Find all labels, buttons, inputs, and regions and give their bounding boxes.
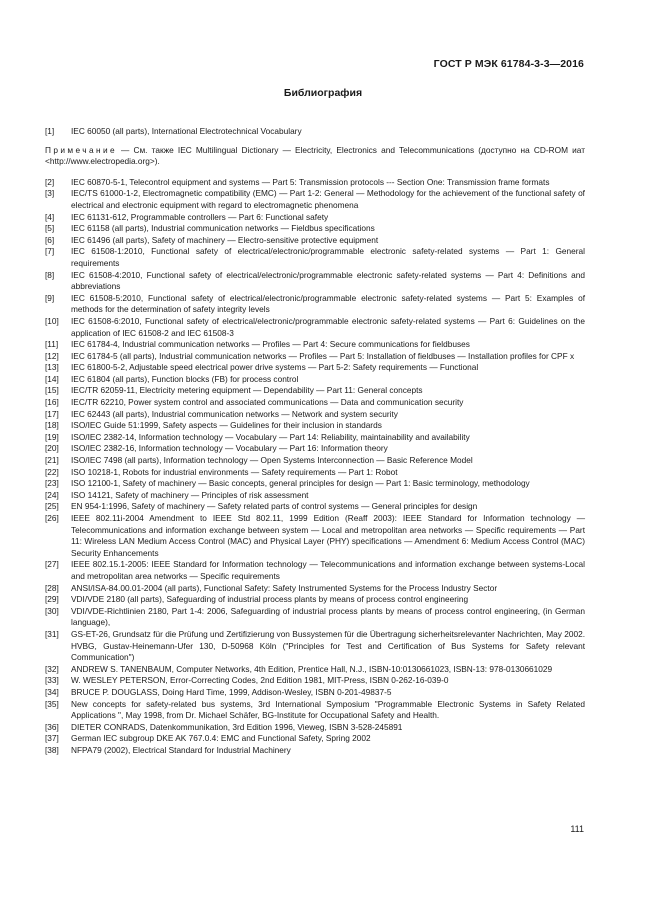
bibliography-item bbox=[45, 722, 585, 734]
item-text: IEEE 802.15.1-2005: IEEE Standard for Information technology — Telecommunications and information exchange between systems-Local and metropolitan area networks — Specific requirements bbox=[71, 559, 585, 581]
standard-id: ГОСТ Р МЭК 61784-3-3—2016 bbox=[433, 58, 584, 70]
item-number: [33] bbox=[45, 675, 59, 686]
item-number: [2] bbox=[45, 176, 55, 187]
item-number: [9] bbox=[45, 292, 55, 303]
bibliography-item bbox=[45, 606, 585, 629]
item-number: [7] bbox=[45, 246, 55, 257]
bibliography-item bbox=[45, 687, 585, 699]
item-text: VDI/VDE 2180 (all parts), Safeguarding of industrial process plants by means of process control engineering bbox=[71, 594, 469, 605]
item-number: [22] bbox=[45, 466, 59, 477]
item-text: VDI/VDE-Richtlinien 2180, Part 1-4: 2006, Safeguarding of industrial process plants by means of process control engineering, (in German language), bbox=[71, 605, 585, 628]
item-number: [11] bbox=[45, 339, 59, 350]
bibliography-item bbox=[45, 339, 585, 351]
item-text: IEC 61131-612, Programmable controllers — Part 6: Functional safety bbox=[71, 211, 329, 222]
bibliography bbox=[45, 126, 585, 756]
item-number: [15] bbox=[45, 385, 59, 396]
item-text: IEC 61496 (all parts), Safety of machinery — Electro-sensitive protective equipment bbox=[71, 234, 379, 245]
item-text: IEC/TR 62059-11, Electricity metering equipment — Dependability — Part 11: General concepts bbox=[71, 385, 423, 396]
item-number: [13] bbox=[45, 362, 59, 373]
bibliography-item bbox=[45, 513, 585, 559]
item-text: ISO 14121, Safety of machinery — Principles of risk assessment bbox=[71, 489, 309, 500]
bibliography-item bbox=[45, 351, 585, 363]
item-text: IEC 61508-4:2010, Functional safety of electrical/electronic/programmable electronic safety-related systems — Part 4: Definitions and abbreviations bbox=[71, 269, 585, 292]
item-text: ISO/IEC 2382-16, Information technology — Vocabulary — Part 16: Information theory bbox=[71, 443, 388, 454]
item-number: [17] bbox=[45, 408, 59, 419]
item-number: [8] bbox=[45, 269, 55, 280]
bibliography-item bbox=[45, 559, 585, 582]
bibliography-item bbox=[45, 212, 585, 224]
item-number: [27] bbox=[45, 559, 59, 570]
item-number: [28] bbox=[45, 582, 59, 593]
item-number: [37] bbox=[45, 733, 59, 744]
bibliography-item bbox=[45, 409, 585, 421]
item-text: IEEE 802.11i-2004 Amendment to IEEE Std 802.11, 1999 Edition (Reaff 2003): IEEE Standard for Information technology — Telecommunications and information exchange between system — Local and metropolitan area networks — Specific requirements — Part 11: Wireless LAN Medium Access Control (MAC) and Physical Layer (PHY) specifications — Amendment 6: Medium Access Control (MAC) Security Enhancements bbox=[71, 513, 585, 558]
page-title: Библиография bbox=[283, 87, 363, 99]
bibliography-item bbox=[45, 385, 585, 397]
item-text: IEC/TS 61000-1-2, Electromagnetic compatibility (EMC) — Part 1-2: General — Methodology for the achievement of the functional safety of electrical and electronic equipment with regard to electromagnetic phenomena bbox=[71, 188, 585, 210]
bibliography-item bbox=[45, 362, 585, 374]
item-text: IEC 61784-4, Industrial communication networks — Profiles — Part 4: Secure communications for fieldbuses bbox=[71, 339, 470, 350]
item-text: IEC 61508-6:2010, Functional safety of electrical/electronic/programmable electronic safety-related systems — Part 6: Guidelines on the application of IEC 61508-2 and IEC 61508-3 bbox=[71, 315, 585, 338]
item-number: [19] bbox=[45, 431, 59, 442]
item-text: NFPA79 (2002), Electrical Standard for Industrial Machinery bbox=[71, 744, 291, 755]
item-number: [14] bbox=[45, 373, 59, 384]
item-number: [4] bbox=[45, 211, 55, 222]
item-number: [34] bbox=[45, 686, 59, 697]
item-number: [26] bbox=[45, 513, 59, 523]
bibliography-item bbox=[45, 733, 585, 745]
item-number: [23] bbox=[45, 478, 59, 489]
bibliography-item bbox=[45, 467, 585, 479]
bibliography-item bbox=[45, 583, 585, 595]
item-number: [5] bbox=[45, 223, 55, 234]
item-number: [25] bbox=[45, 501, 59, 512]
page-number: 111 bbox=[570, 824, 584, 834]
bibliography-item bbox=[45, 223, 585, 235]
bibliography-item bbox=[45, 293, 585, 316]
bibliography-item bbox=[45, 316, 585, 339]
item-text: IEC 61158 (all parts), Industrial communication networks — Fieldbus specifications bbox=[71, 223, 375, 234]
bibliography-item bbox=[45, 397, 585, 409]
item-number: [1] bbox=[45, 126, 55, 136]
note-label: Примечание bbox=[45, 144, 118, 155]
bibliography-item bbox=[45, 432, 585, 444]
bibliography-item bbox=[45, 629, 585, 664]
item-number: [20] bbox=[45, 443, 59, 454]
bibliography-item bbox=[45, 420, 585, 432]
item-text: ISO/IEC 2382-14, Information technology — Vocabulary — Part 14: Reliability, maintainability and availability bbox=[71, 431, 470, 442]
item-number: [36] bbox=[45, 721, 59, 732]
item-text: ISO 12100-1, Safety of machinery — Basic concepts, general principles for design — Part 1: Basic terminology, methodology bbox=[71, 478, 530, 489]
item-text: ISO/IEC Guide 51:1999, Safety aspects — Guidelines for their inclusion in standards bbox=[71, 420, 382, 431]
note-text: — См. также IEC Multilingual Dictionary — Electricity, Electronics and Telecommunications (доступно на CD-ROM иат <http://www.electropedia.org>). bbox=[45, 144, 585, 167]
item-number: [30] bbox=[45, 605, 59, 616]
item-text: ANSI/ISA-84.00.01-2004 (all parts), Functional Safety: Safety Instrumented Systems for the Process Industry Sector bbox=[71, 582, 498, 593]
item-number: [10] bbox=[45, 315, 59, 326]
item-text: IEC 61784-5 (all parts), Industrial communication networks — Profiles — Part 5: Installation of fieldbuses — Installation profiles for CPF x bbox=[71, 350, 575, 361]
item-number: [29] bbox=[45, 594, 59, 605]
item-text: IEC 60050 (all parts), International Electrotechnical Vocabulary bbox=[71, 126, 302, 136]
item-number: [21] bbox=[45, 455, 59, 466]
note bbox=[45, 145, 585, 168]
bibliography-item bbox=[45, 188, 585, 211]
item-text: DIETER CONRADS, Datenkommunikation, 3rd Edition 1996, Vieweg, ISBN 3-528-245891 bbox=[71, 721, 403, 732]
bibliography-item bbox=[45, 490, 585, 502]
bibliography-item bbox=[45, 501, 585, 513]
bibliography-item bbox=[45, 443, 585, 455]
item-text: IEC 61800-5-2, Adjustable speed electrical power drive systems — Part 5-2: Safety requirements — Functional bbox=[71, 362, 479, 373]
bibliography-item bbox=[45, 478, 585, 490]
bibliography-item bbox=[45, 745, 585, 757]
item-text: ISO 10218-1, Robots for industrial environments — Safety requirements — Part 1: Robot bbox=[71, 466, 398, 477]
bibliography-list bbox=[45, 177, 585, 757]
item-text: GS-ET-26, Grundsatz für die Prüfung und Zertifizierung von Bussystemen für die Übertragung sicherheitsrelevanter Nachrichten, May 2002. HVBG, Gustav-Heinemann-Ufer 130, D-50968 Köln ("Principles for Test and Certification of Bus Systems for Safety relevant Communication") bbox=[71, 628, 585, 663]
item-text: ISO/IEC 7498 (all parts), Information technology — Open Systems Interconnection — Basic Reference Model bbox=[71, 455, 473, 466]
bibliography-item bbox=[45, 675, 585, 687]
item-text: IEC 62443 (all parts), Industrial communication networks — Network and system security bbox=[71, 408, 398, 419]
item-text: New concepts for safety-related bus systems, 3rd International Symposium "Programmable Electronic Systems in Safety Related Applications ", May 1998, from Dr. Michael Schäfer, BG-Institute for Occupational Safety and Health. bbox=[71, 698, 585, 721]
item-number: [18] bbox=[45, 420, 59, 431]
item-text: BRUCE P. DOUGLASS, Doing Hard Time, 1999, Addison-Wesley, ISBN 0-201-49837-5 bbox=[71, 686, 392, 697]
item-number: [24] bbox=[45, 489, 59, 500]
bibliography-item bbox=[45, 594, 585, 606]
item-number: [3] bbox=[45, 188, 55, 199]
item-text: IEC/TR 62210, Power system control and associated communications — Data and communication security bbox=[71, 397, 464, 408]
bibliography-item bbox=[45, 455, 585, 467]
item-number: [6] bbox=[45, 234, 55, 245]
item-number: [12] bbox=[45, 350, 59, 361]
item-text: IEC 61508-1:2010, Functional safety of electrical/electronic/programmable electronic safety-related systems — Part 1: General requirements bbox=[71, 246, 585, 268]
item-text: IEC 61508-5:2010, Functional safety of electrical/electronic/programmable electronic safety-related systems — Part 5: Examples of methods for the determination of safety integrity levels bbox=[71, 292, 585, 315]
item-text: W. WESLEY PETERSON, Error-Correcting Codes, 2nd Edition 1981, MIT-Press, ISBN 0-262-16-039-0 bbox=[71, 675, 449, 686]
item-number: [31] bbox=[45, 628, 59, 639]
bibliography-item bbox=[45, 246, 585, 269]
bibliography-item bbox=[45, 126, 585, 138]
bibliography-item bbox=[45, 235, 585, 247]
item-text: IEC 60870-5-1, Telecontrol equipment and systems — Part 5: Transmission protocols --- Section One: Transmission frame formats bbox=[71, 176, 550, 187]
item-number: [32] bbox=[45, 663, 59, 674]
item-text: IEC 61804 (all parts), Function blocks (FB) for process control bbox=[71, 373, 299, 384]
bibliography-item bbox=[45, 177, 585, 189]
item-number: [35] bbox=[45, 698, 59, 709]
item-text: ANDREW S. TANENBAUM, Computer Networks, 4th Edition, Prentice Hall, N.J., ISBN-10:0130661023, ISBN-13: 978-0130661029 bbox=[71, 663, 553, 674]
item-number: [16] bbox=[45, 397, 59, 408]
bibliography-item bbox=[45, 270, 585, 293]
item-number: [38] bbox=[45, 744, 59, 755]
item-text: EN 954-1:1996, Safety of machinery — Safety related parts of control systems — General principles for design bbox=[71, 501, 478, 512]
item-text: German IEC subgroup DKE AK 767.0.4: EMC and Functional Safety, Spring 2002 bbox=[71, 733, 371, 744]
bibliography-item bbox=[45, 374, 585, 386]
bibliography-item bbox=[45, 699, 585, 722]
bibliography-item bbox=[45, 664, 585, 676]
